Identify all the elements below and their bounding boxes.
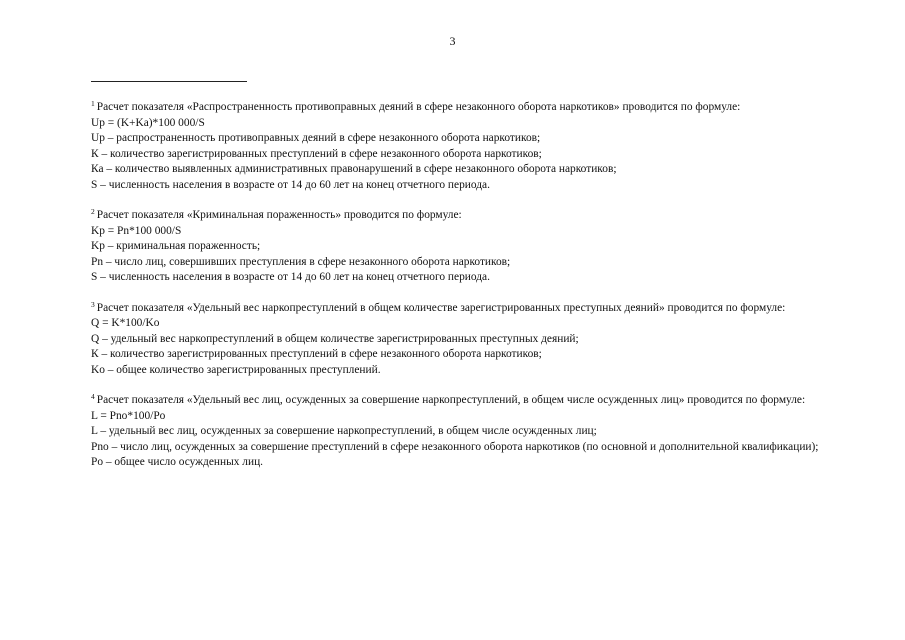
formula: Kp = Pn*100 000/S — [91, 224, 182, 237]
definition: Ка – количество выявленных административных правонарушений в сфере незаконного оборота наркотиков; — [91, 163, 617, 175]
footnote-intro: $^2$ Расчет показателя «Криминальная пораженность» проводится по формуле: — [91, 207, 462, 221]
footnote-1 — [91, 100, 864, 193]
footnote-intro: $^3$ Расчет показателя «Удельный вес наркопреступлений в общем количестве зарегистрированных преступных деяний» проводится по формуле: — [91, 299, 786, 314]
definition: Q – удельный вес наркопреступлений в общем количестве зарегистрированных преступных деяний; — [91, 332, 579, 345]
definition: К – количество зарегистрированных преступлений в сфере незаконного оборота наркотиков; — [91, 147, 542, 160]
footnote-intro: $^4$ Расчет показателя «Удельный вес лиц, осужденных за совершение наркопреступлений, в общем числе осужденных лиц» проводится по формуле: — [91, 392, 806, 406]
footnote-number: 1 — [91, 99, 95, 108]
footnote-number: 2 — [91, 207, 95, 216]
footnotes — [91, 100, 864, 486]
definition: Pno – число лиц, осужденных за совершение преступлений в сфере незаконного оборота наркотиков (по основной и дополнительной квалификации); — [91, 440, 819, 453]
formula: Up = (K+Ka)*100 000/S — [91, 116, 205, 129]
definition: S – численность населения в возрасте от 14 до 60 лет на конец отчетного периода. — [91, 271, 490, 283]
formula: L = Pno*100/Po — [91, 409, 166, 422]
definition: S – численность населения в возрасте от 14 до 60 лет на конец отчетного периода. — [91, 178, 490, 191]
footnote-separator — [91, 81, 247, 82]
definition: L – удельный вес лиц, осужденных за совершение наркопреступлений, в общем числе осужденных лиц; — [91, 425, 597, 437]
footnote-4 — [91, 393, 864, 471]
page-number: 3 — [449, 34, 456, 48]
footnote-2 — [91, 208, 864, 286]
definition: Po – общее число осужденных лиц. — [91, 456, 264, 468]
footnote-number: 4 — [91, 392, 95, 401]
formula: Q = K*100/Ko — [91, 317, 160, 329]
footnote-intro: $^1$ Расчет показателя «Распространенность противоправных деяний в сфере незаконного оборота наркотиков» проводится по формуле: — [91, 99, 741, 113]
definition: Kp – криминальная пораженность; — [91, 240, 261, 252]
definition: Pn – число лиц, совершивших преступления в сфере незаконного оборота наркотиков; — [91, 255, 511, 268]
footnote-number: 3 — [91, 299, 95, 309]
definition: Ko – общее количество зарегистрированных преступлений. — [91, 363, 381, 376]
definition: К – количество зарегистрированных преступлений в сфере незаконного оборота наркотиков; — [91, 348, 542, 360]
definition: Up – распространенность противоправных деяний в сфере незаконного оборота наркотиков; — [91, 132, 541, 144]
footnote-3 — [91, 301, 864, 379]
